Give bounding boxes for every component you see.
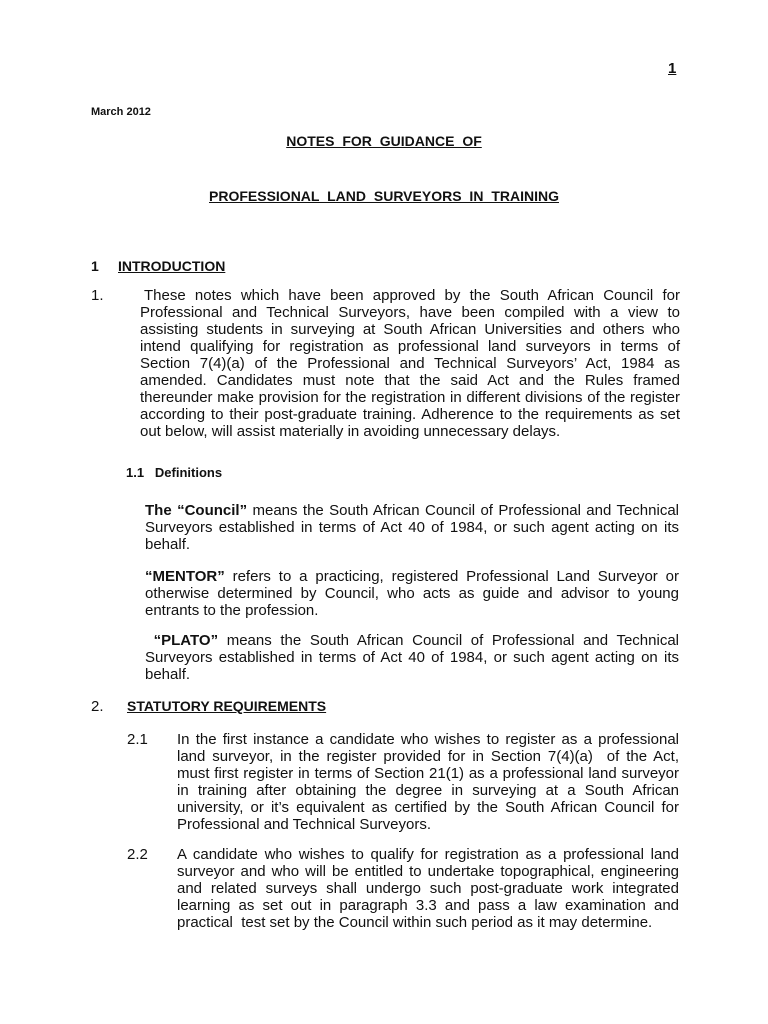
section-1-number: 1 bbox=[91, 258, 99, 274]
definition-council-lead: The bbox=[145, 502, 178, 519]
definition-mentor-term: “MENTOR” bbox=[145, 568, 225, 585]
intro-item-number: 1. bbox=[91, 287, 104, 304]
definition-council-term: “Council” bbox=[177, 502, 248, 519]
title-line-2-text: PROFESSIONAL LAND SURVEYORS IN TRAINING bbox=[209, 188, 559, 204]
definition-plato-term: “PLATO” bbox=[153, 632, 219, 649]
document-title-line-1 bbox=[0, 133, 768, 149]
section-2-1-number: 2.1 bbox=[127, 731, 148, 748]
section-1-heading: INTRODUCTION bbox=[118, 258, 226, 274]
definition-plato bbox=[145, 632, 684, 683]
definitions-heading bbox=[126, 465, 222, 480]
document-date: March 2012 bbox=[91, 106, 151, 118]
definition-council bbox=[145, 502, 679, 553]
definition-mentor bbox=[145, 568, 679, 619]
intro-paragraph: These notes which have been approved by the South African Council for Professional and Technical Surveyors, have been compiled with a view to assisting students in surveying at South African Universities and others who intend qualifying for registration as professional land surveyors in terms of Section 7(4)(a) of the Professional and Technical Surveyors’ Act, 1984 as amended. Candidates must note that the said Act and the Rules framed thereunder make provision for the registration in different divisions of the register according to their post-graduate training. Adherence to the requirements as set out below, will assist materially in avoiding unnecessary delays. bbox=[140, 287, 680, 440]
page-number: 1 bbox=[668, 60, 677, 77]
section-2-2-text: A candidate who wishes to qualify for registration as a professional land surveyor and who will be entitled to undertake topographical, engineering and related surveys shall undergo such post-graduate work integrated learning as set out in paragraph 3.3 and pass a law examination and practical test set by the Council within such period as it may determine. bbox=[177, 846, 684, 931]
definitions-number: 1.1 bbox=[126, 465, 145, 480]
definition-plato-text: means the South African Council of Professional and Technical Surveyors established in terms of Act 40 of 1984, or such agent acting on its behalf. bbox=[145, 632, 684, 683]
section-2-number: 2. bbox=[91, 698, 104, 715]
definitions-title: Definitions bbox=[154, 465, 223, 480]
document-title-line-2 bbox=[0, 188, 768, 204]
definition-mentor-text: refers to a practicing, registered Professional Land Surveyor or otherwise determined by Council, who acts as guide and advisor to young entrants to the profession. bbox=[145, 568, 679, 619]
definition-council-text: means the South African Council of Professional and Technical Surveyors established in terms of Act 40 of 1984, or such agent acting on its behalf. bbox=[145, 502, 679, 553]
title-line-1-text: NOTES FOR GUIDANCE OF bbox=[286, 133, 482, 149]
section-2-2-number: 2.2 bbox=[127, 846, 148, 863]
definition-plato-lead bbox=[145, 632, 154, 649]
section-2-1-text: In the first instance a candidate who wishes to register as a professional land surveyor, in the register provided for in Section 7(4)(a) of the Act, must first register in terms of Section 21(1) as a professional land surveyor in training after obtaining the degree in surveying at a South African university, or it’s equivalent as certified by the South African Council for Professional and Technical Surveyors. bbox=[177, 731, 684, 833]
section-2-heading: STATUTORY REQUIREMENTS bbox=[127, 698, 327, 714]
